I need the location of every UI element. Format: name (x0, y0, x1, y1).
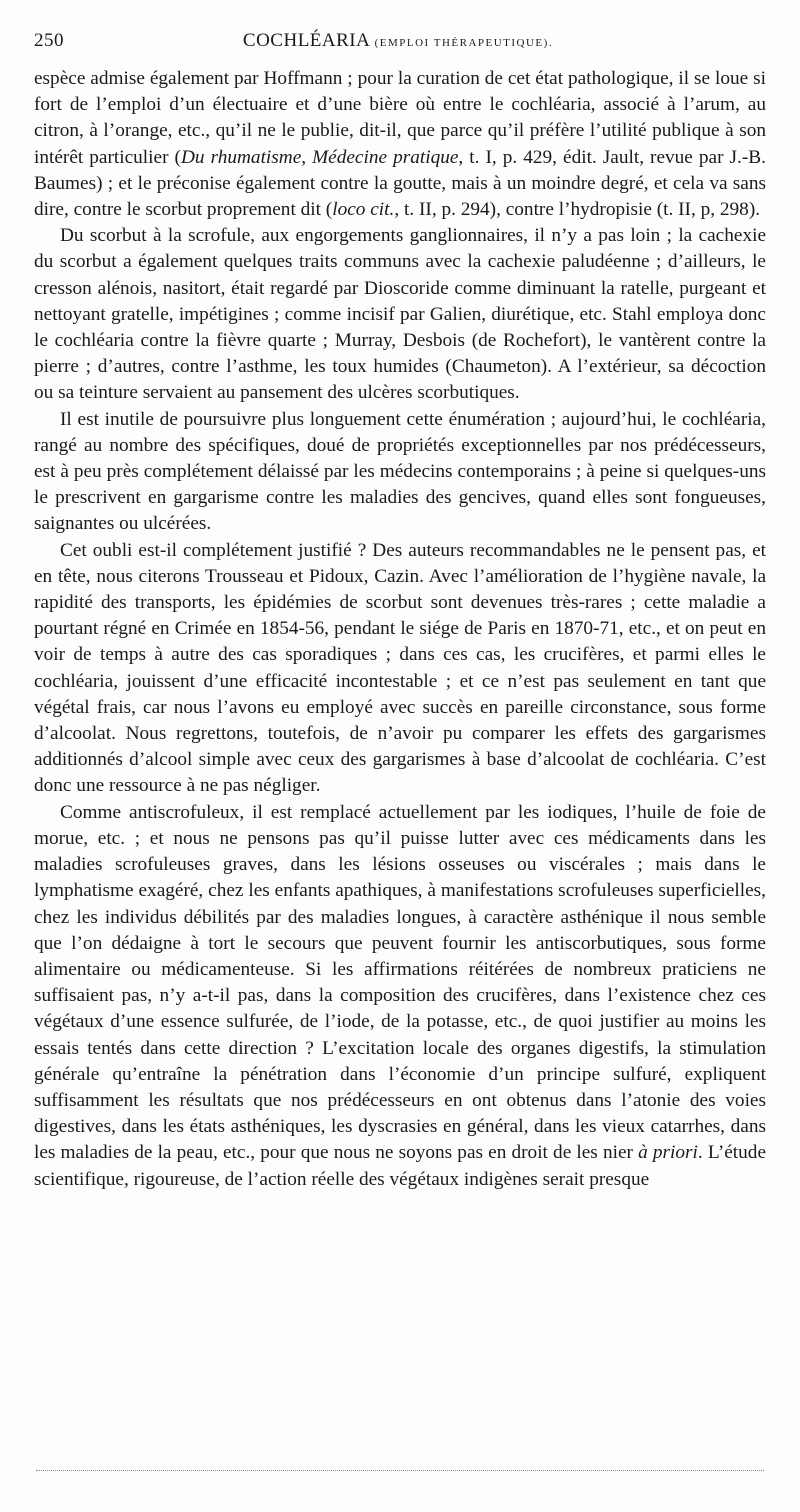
page-header (30, 28, 766, 58)
running-head-title: COCHLÉARIA (242, 30, 370, 51)
paragraph (34, 223, 766, 406)
running-head (30, 30, 766, 52)
paragraph-text: Cet oubli est-il complétement justifié ? Des auteurs recommandables ne le pensent pas, et en tête, nous citerons Trousseau et Pidoux, Cazin. Avec l’amélioration de l’hygiène navale, la rapidité des transports, les épidémies de scorbut sont devenues très-rares ; cette maladie a pourtant régné en Crimée en 1854-56, pendant le siége de Paris en 1870-71, etc., et on peut en voir de temps à autre des cas sporadiques ; dans ces cas, les crucifères, et parmi elles le cochléaria, jouissent d’une efficacité incontestable ; et ce n’est pas seulement en tant que végétal frais, car nous l’avons eu employé avec succès en pareille circonstance, sous forme d’alcoolat. Nous regrettons, toutefois, de n’avoir pu comparer les effets des gargarismes additionnés d’alcool simple avec ceux des gargarismes à base d’alcoolat de cochléaria. C’est donc une ressource à ne pas négliger. (34, 539, 766, 797)
paragraph-text: . L’étude scientifique, rigoureuse, de l’action réelle des végétaux indigènes serait presque (34, 1142, 767, 1190)
paragraph (34, 538, 766, 800)
paragraph-text: , t. I, p. 429, édit. Jault, revue par J.-B. Baumes) ; et le préconise également contre la goutte, mais à un moindre degré, et cela va sans dire, contre le scorbut proprement dit ( (34, 146, 766, 221)
italic-citation: loco cit. (332, 199, 395, 221)
paragraph (34, 66, 766, 223)
paragraph (34, 800, 766, 1193)
running-head-subtitle: (EMPLOI THÉRAPEUTIQUE). (374, 37, 554, 49)
footer-rule (36, 1470, 764, 1471)
paragraph-text: Du scorbut à la scrofule, aux engorgements ganglionnaires, il n’y a pas loin ; la cachexie du scorbut a également quelques traits communs avec la cachexie paludéenne ; d’ailleurs, le cresson alénois, nasitort, était regardé par Dioscoride comme diminuant la ratelle, purgeant et nettoyant gratelle, impétigines ; comme incisif par Galien, diurétique, etc. Stahl employa donc le cochléaria contre la fièvre quarte ; Murray, Desbois (de Rochefort), le vantèrent contre la pierre ; d’autres, contre l’asthme, les toux humides (Chaumeton). A l’extérieur, sa décoction ou sa teinture servaient au pansement des ulcères scorbutiques. (34, 225, 766, 404)
paragraph-text: Il est inutile de poursuivre plus longuement cette énumération ; aujourd’hui, le cochléaria, rangé au nombre des spécifiques, doué de propriétés exceptionnelles par nos prédécesseurs, est à peu près complétement délaissé par les médecins contemporains ; à peine si quelques-uns le prescrivent en gargarisme contre les maladies des gencives, quand elles sont fongueuses, saignantes ou ulcérées. (34, 408, 766, 535)
paragraph-text: espèce admise également par Hoffmann ; pour la curation de cet état pathologique, il se loue si fort de l’emploi d’un électuaire et d’une bière où entre le cochléaria, associé à l’arum, au citron, à l’orange, etc., qu’il ne le publie, dit-il, que parce qu’il préfère l’utilité publique à son intérêt particulier ( (34, 68, 766, 168)
paragraph-text: , t. II, p. 294), contre l’hydropisie (t. II, p, 298). (394, 199, 761, 221)
body-text (34, 66, 766, 1193)
page-number: 250 (34, 30, 64, 51)
italic-citation: Du rhumatisme, Médecine pratique (180, 146, 459, 168)
italic-citation: à priori (638, 1142, 698, 1164)
paragraph-text: Comme antiscrofuleux, il est remplacé actuellement par les iodiques, l’huile de foie de morue, etc. ; et nous ne pensons pas qu’il puisse lutter avec ces médicaments dans les maladies scrofuleuses graves, dans les lésions osseuses ou viscérales ; mais dans le lymphatisme exagéré, chez les enfants apathiques, à manifestations scrofuleuses superficielles, chez les individus débilités par des maladies longues, à caractère asthénique il nous semble que l’on dédaigne à tort le secours que peuvent fournir les antiscorbutiques, sous forme alimentaire ou médicamenteuse. Si les affirmations réitérées de nombreux praticiens ne suffisaient pas, n’y a-t-il pas, dans la composition des crucifères, dans l’existence chez ces végétaux d’une essence sulfurée, de l’iode, de la potasse, etc., de quoi justifier au moins les essais tentés dans cette direction ? L’excitation locale des organes digestifs, la stimulation générale qu’entraîne la pénétration dans l’économie d’un principe sulfuré, expliquent suffisamment les résultats que nos prédécesseurs en ont obtenus dans l’atonie des voies digestives, dans les états asthéniques, les dyscrasies en général, dans les vieux catarrhes, dans les maladies de la peau, etc., pour que nous ne soyons pas en droit de les nier (34, 801, 766, 1164)
paragraph (34, 407, 766, 538)
